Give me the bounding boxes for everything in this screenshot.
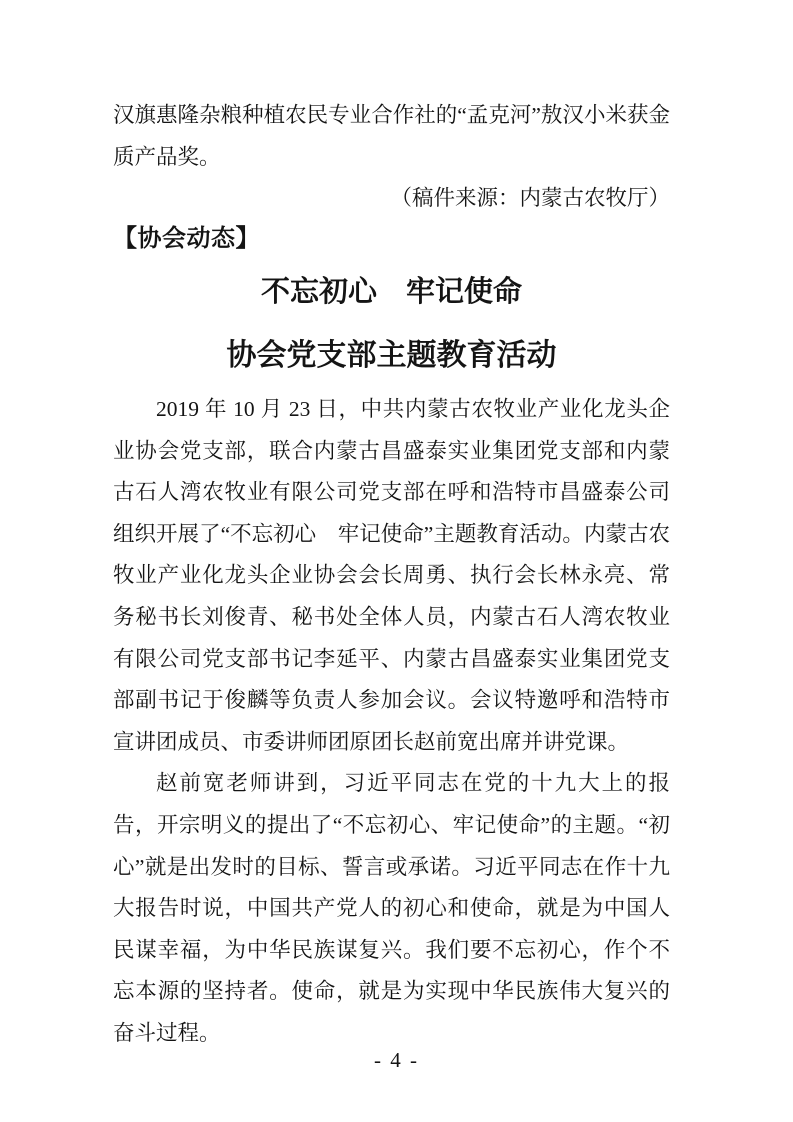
article-title-line2: 协会党支部主题教育活动 [226,339,557,372]
intro-paragraph: 汉旗惠隆杂粮种植农民专业合作社的“孟克河”敖汉小米获金质产品奖。 [113,103,670,169]
section-label: 【协会动态】 [113,225,260,252]
article-paragraph: 2019 年 10 月 23 日，中共内蒙古农牧业产业化龙头企业协会党支部，联合内蒙古昌盛泰实业集团党支部和内蒙古石人湾农牧业有限公司党支部在呼和浩特市昌盛泰公司组织开展了“不忘初心 牢记使命”主题教育活动。内蒙古农牧业产业化龙头企业协会会长周勇、执行会长林永亮、常务秘书长刘俊青、秘书处全体人员，内蒙古石人湾农牧业有限公司党支部书记李延平、内蒙古昌盛泰实业集团党支部副书记于俊麟等负责人参加会议。会议特邀呼和浩特市宣讲团成员、市委讲师团原团长赵前宽出席并讲党课。 [113,397,670,754]
page-number: - 4 - [374,1048,419,1072]
source-attribution: （稿件来源：内蒙古农牧厅） [390,186,670,210]
article-paragraph: 赵前宽老师讲到，习近平同志在党的十九大上的报告，开宗明义的提出了“不忘初心、牢记使命”的主题。“初心”就是出发时的目标、誓言或承诺。习近平同志在作十九大报告时说，中国共产党人的初心和使命，就是为中国人民谋幸福，为中华民族谋复兴。我们要不忘初心，作个不忘本源的坚持者。使命，就是为实现中华民族伟大复兴的奋斗过程。 [113,771,670,1045]
article-title-line1: 不忘初心 牢记使命 [260,276,522,308]
article-body [113,389,670,1055]
